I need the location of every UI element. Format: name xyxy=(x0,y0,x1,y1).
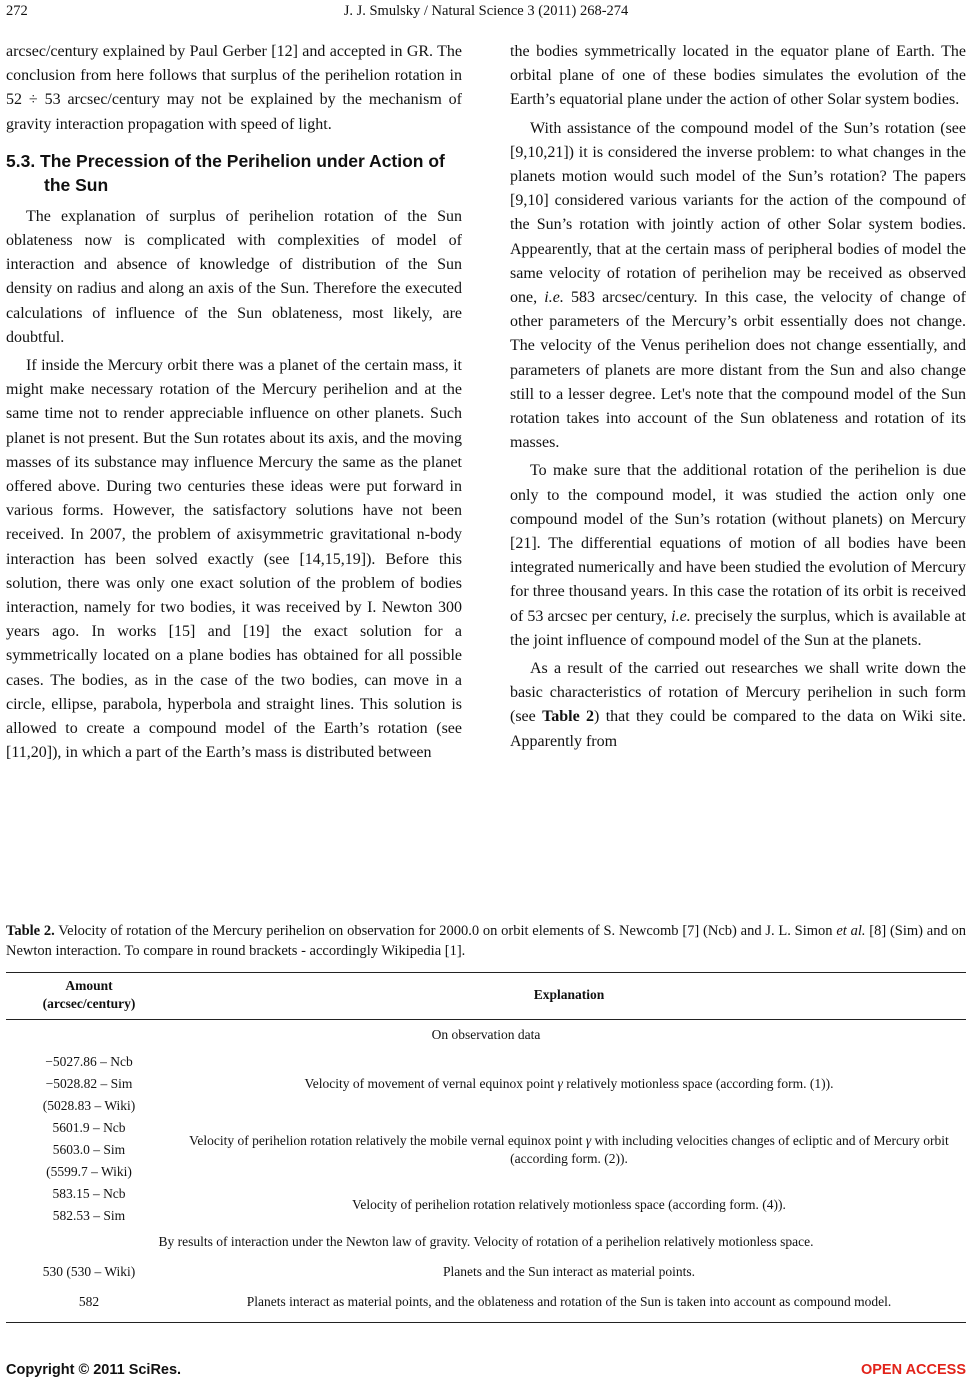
gamma-symbol: γ xyxy=(557,1076,563,1091)
paragraph: If inside the Mercury orbit there was a planet of the certain mass, it might make necessary rotation of the Mercury perihelion and at the same time not to render appreciable influence on other planets. Such planet is not present. But the Sun rotates about its axis, and the moving masses of its substance may influence Mercury the same as the planet offered above. During two centuries these ideas were put forward in various forms. However, the satisfactory solutions have not been received. In 2007, the problem of axisymmetric gravitational n-body interaction has been solved exactly (see [14,15,19]). Before this solution, there was only one exact solution of the problem of bodies interaction, namely for two bodies, it was received by I. Newton 300 years ago. In works [15] and [19] the exact solution for a symmetrically located on a plane bodies has obtained for all possible cases. The bodies, as in the case of the two bodies, can move in a circle, ellipse, parabola, hyperbola and straight lines. This solution is allowed to create a compound model of the Earth’s rotation (see [11,20]), in which a part of the Earth’s mass is distributed between xyxy=(6,357,462,762)
explanation-cell: Planets and the Sun interact as material points. xyxy=(443,1264,695,1279)
running-title: J. J. Smulsky / Natural Science 3 (2011) 268-274 xyxy=(343,3,629,19)
amount-value: 583.15 – Ncb xyxy=(52,1186,126,1201)
table-row xyxy=(6,1117,966,1183)
data-table xyxy=(6,972,966,1323)
right-column xyxy=(510,40,966,754)
text-run: 583 arcsec/century. In this case, the velocity of change of other parameters of the Mercury’s orbit essentially does not change. The velocity of the Venus perihelion does not change essentially, and parameters of planets are more distant from the Sun and also change still to a lesser degree. Let's note that the compound model of the Sun rotation takes into account of the Sun oblateness and rotation of its masses. xyxy=(510,289,966,452)
explanation-cell xyxy=(172,1051,966,1117)
table-row xyxy=(6,1183,966,1227)
table-header-row xyxy=(6,973,966,1020)
header-explanation: Explanation xyxy=(172,973,966,1020)
page-header xyxy=(6,0,966,22)
caption-label: Table 2. xyxy=(6,923,55,939)
header-amount-line2: (arcsec/century) xyxy=(42,996,136,1011)
caption-text: [8] (Sim) and on Newton interaction. To compare in round brackets - accordingly Wikipedia [1]. xyxy=(6,923,966,959)
paragraph: arcsec/century explained by Paul Gerber [12] and accepted in GR. The conclusion from here follows that surplus of the perihelion rotation in 52 ÷ 53 arcsec/century may not be explained by the mechanism of gravity interaction propagation with speed of light. xyxy=(6,43,462,133)
amount-cell xyxy=(6,1051,172,1117)
section-heading: 5.3. The Precession of the Perihelion under Action of the Sun xyxy=(6,150,445,195)
table-row xyxy=(6,1051,966,1117)
text-run: As a result of the carried out researches we shall write down the basic characteristics of rotation of Mercury perihelion in such form (see xyxy=(510,660,966,726)
explanation-cell: Planets interact as material points, and the oblateness and rotation of the Sun is taken into account as compound model. xyxy=(172,1288,966,1323)
amount-value: −5027.86 – Ncb xyxy=(45,1054,133,1069)
section-label: By results of interaction under the Newton law of gravity. Velocity of rotation of a perihelion relatively motionless space. xyxy=(158,1234,814,1249)
caption-etal: et al. xyxy=(836,923,866,939)
copyright-text: Copyright © 2011 SciRes. xyxy=(6,1362,182,1378)
paragraph xyxy=(510,657,966,754)
italic-abbrev: i.e. xyxy=(544,289,564,307)
table-row xyxy=(6,1258,966,1288)
text-run: To make sure that the additional rotation of the perihelion is due only to the compound model, it was studied the action only one compound model of the Sun’s rotation (without planets) on Mercury [21]. The differential equations of motion of all bodies have been integrated numerically and have been studied the evolution of Mercury for three thousand years. In this case the rotation of its orbit is received of 53 arcsec per century, xyxy=(510,462,966,625)
page-number: 272 xyxy=(6,3,28,19)
amount-cell: 530 (530 – Wiki) xyxy=(42,1264,136,1279)
caption-text: Velocity of rotation of the Mercury perihelion on observation for 2000.0 on orbit elements of S. Newcomb [7] (Ncb) and J. L. Simon xyxy=(54,923,837,939)
page-footer xyxy=(6,1359,966,1381)
amount-cell xyxy=(6,1117,172,1183)
paragraph: the bodies symmetrically located in the equator plane of Earth. The orbital plane of one of these bodies simulates the evolution of the Earth’s equatorial plane under the action of other Solar system bodies. xyxy=(510,43,966,109)
header-amount xyxy=(6,973,172,1020)
text-run: relatively motionless space (according form. (1)). xyxy=(562,1076,834,1091)
table-reference: Table 2 xyxy=(542,708,595,726)
open-access-badge: OPEN ACCESS xyxy=(860,1362,966,1378)
section-label: On observation data xyxy=(431,1027,541,1042)
amount-value: 582.53 – Sim xyxy=(52,1208,126,1223)
text-run: precisely the surplus, which is available at the joint influence of compound model of the Sun at the planets. xyxy=(510,607,967,649)
amount-value: (5028.83 – Wiki) xyxy=(42,1098,136,1113)
header-amount-line1: Amount xyxy=(65,978,113,993)
paragraph xyxy=(510,459,966,653)
amount-value: (5599.7 – Wiki) xyxy=(46,1164,132,1179)
table-caption xyxy=(6,921,966,961)
table-section-row xyxy=(6,1227,966,1258)
amount-value: 5601.9 – Ncb xyxy=(52,1120,126,1135)
text-run: with including velocities changes of ecliptic and of Mercury orbit (according form. (2)). xyxy=(510,1133,949,1166)
amount-cell xyxy=(6,1183,172,1227)
amount-value: −5028.82 – Sim xyxy=(45,1076,133,1091)
left-column xyxy=(6,40,462,765)
amount-cell: 582 xyxy=(6,1288,172,1323)
amount-value: 5603.0 – Sim xyxy=(52,1142,126,1157)
explanation-cell: Velocity of perihelion rotation relatively motionless space (according form. (4)). xyxy=(352,1197,786,1212)
text-run: With assistance of the compound model of the Sun’s rotation (see [9,10,21]) it is considered the inverse problem: to what changes in the planets motion would such model of the Sun’s rotation? The papers [9,10] considered various variants for the action of the compound of the Sun’s rotation with jointly action of other Solar system bodies. Appearently, that at the certain mass of peripheral bodies of model the same velocity of rotation of perihelion may be received as observed one, xyxy=(510,119,966,307)
text-run: ) that they could be compared to the data on Wiki site. Apparently from xyxy=(510,708,966,750)
italic-abbrev: i.e. xyxy=(671,607,691,625)
text-run: Velocity of movement of vernal equinox point xyxy=(304,1076,558,1091)
explanation-cell xyxy=(172,1117,966,1183)
text-run: Velocity of perihelion rotation relatively the mobile vernal equinox point xyxy=(189,1133,586,1148)
table-section-row xyxy=(6,1020,966,1052)
paragraph xyxy=(510,117,966,456)
gamma-symbol: γ xyxy=(585,1133,592,1148)
table-row xyxy=(6,1288,966,1323)
paragraph: The explanation of surplus of perihelion rotation of the Sun oblateness now is complicated with complexities of model of interaction and absence of knowledge of distribution of the Sun density on radius and along an axis of the Sun. Therefore the executed calculations of influence of the Sun oblateness, most likely, are doubtful. xyxy=(6,207,462,346)
